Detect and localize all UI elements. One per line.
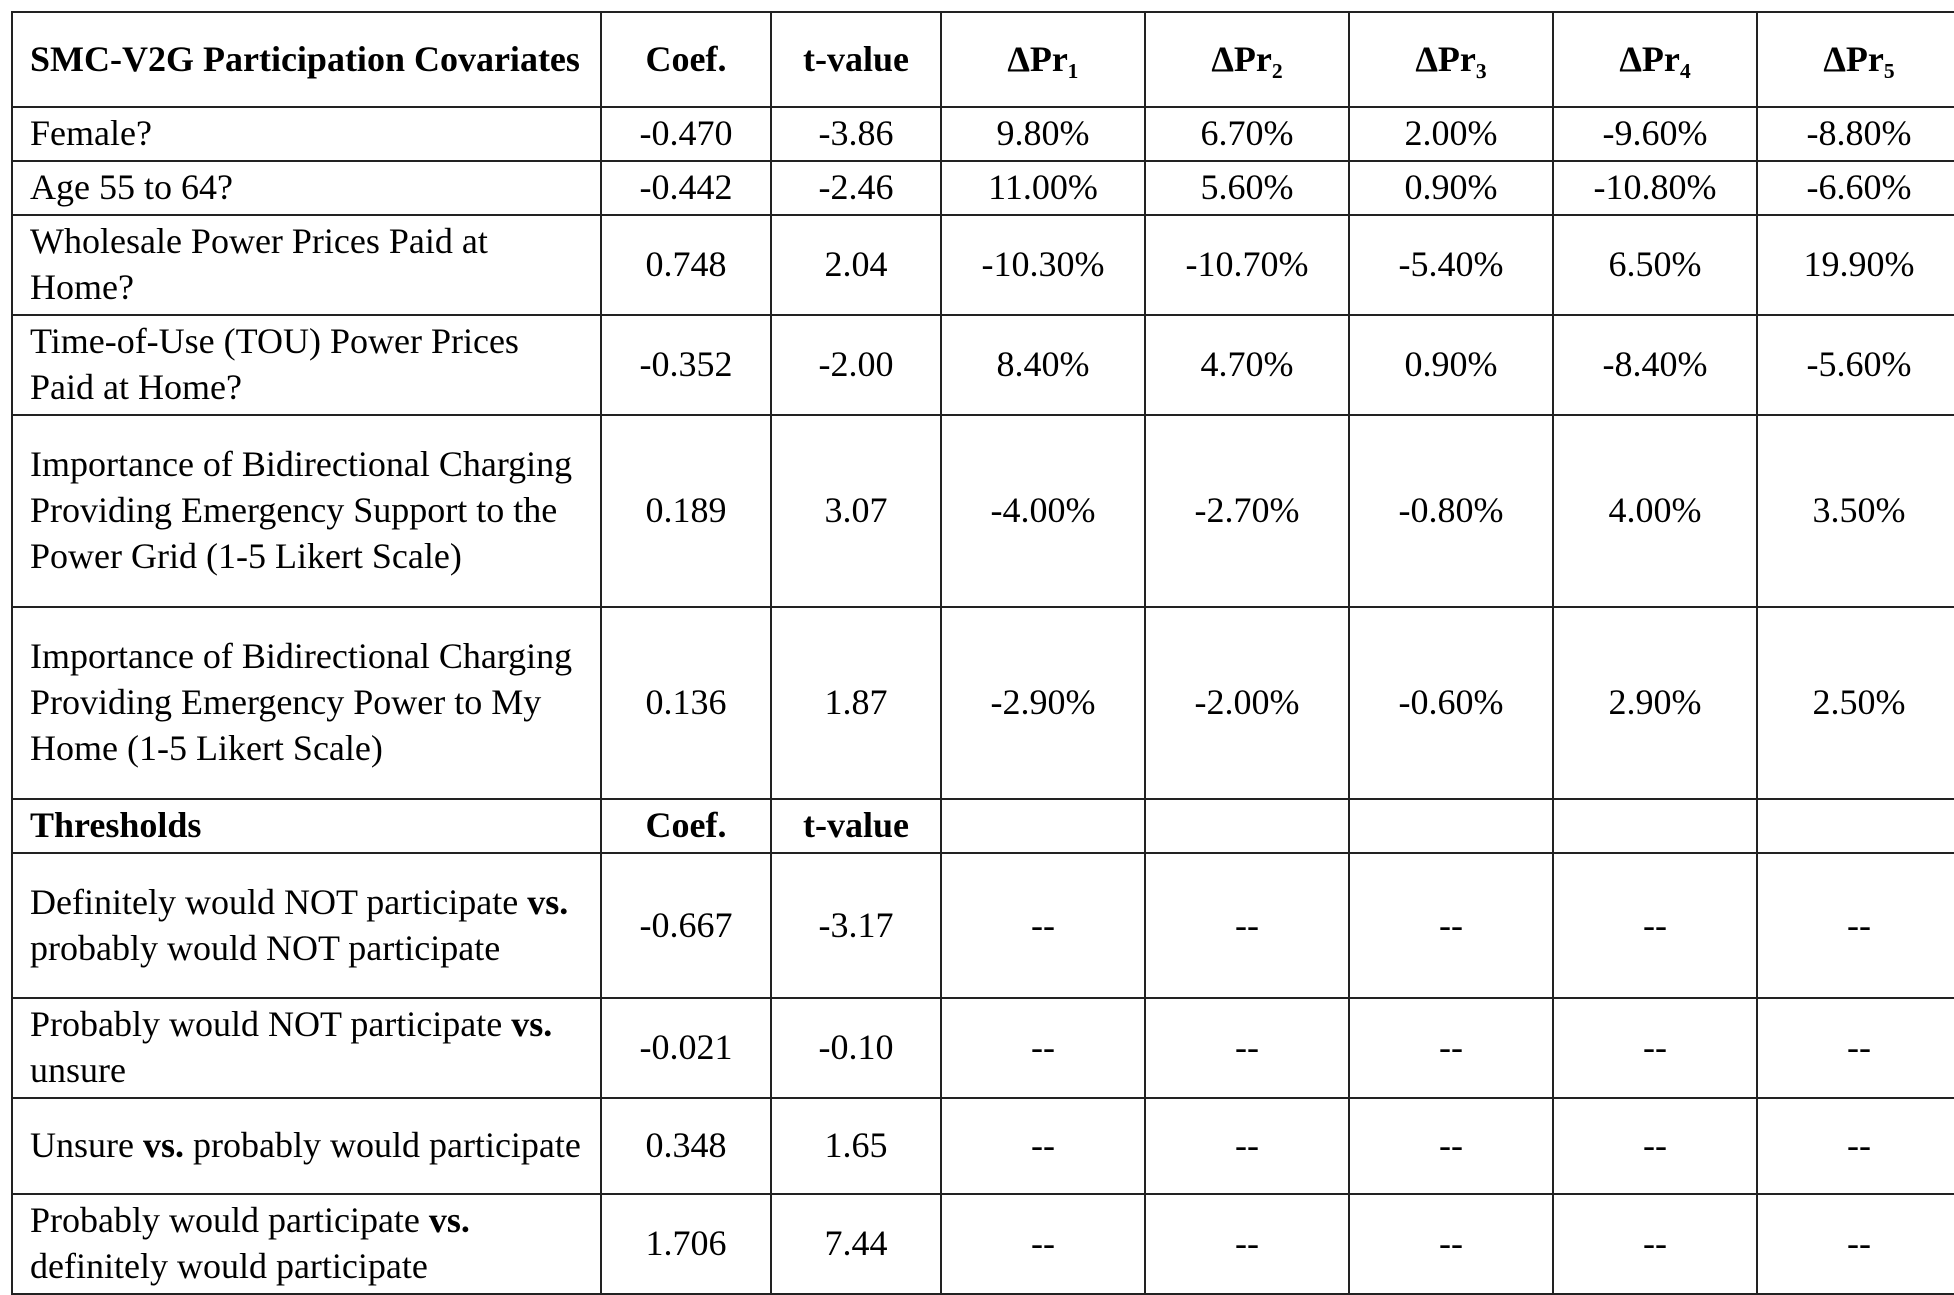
dpr2-cell: 4.70% — [1145, 315, 1349, 415]
threshold-row — [12, 998, 1954, 1098]
dpr5-cell-highlight: 19.90% — [1757, 215, 1954, 315]
table-body — [12, 12, 1954, 1294]
row-label: Wholesale Power Prices Paid at Home? — [12, 215, 601, 315]
table-row — [12, 215, 1954, 315]
table-row — [12, 415, 1954, 607]
dpr2-cell: -- — [1145, 1194, 1349, 1294]
threshold-row — [12, 1098, 1954, 1194]
header-row — [12, 12, 1954, 107]
dpr1-cell: 8.40% — [941, 315, 1145, 415]
threshold-label-pre: Probably would NOT participate — [30, 1004, 512, 1044]
coef-cell: -0.352 — [601, 315, 771, 415]
header-tvalue: t-value — [771, 12, 941, 107]
table-row — [12, 607, 1954, 799]
results-table — [11, 11, 1954, 1295]
dpr2-cell: 5.60% — [1145, 161, 1349, 215]
dpr4-cell: -- — [1553, 1098, 1757, 1194]
dpr1-cell: -- — [941, 853, 1145, 998]
dpr1-cell: 9.80% — [941, 107, 1145, 161]
empty-cell — [1145, 799, 1349, 853]
header-dpr-3: ΔPr₃ — [1349, 12, 1553, 107]
dpr5-cell: -8.80% — [1757, 107, 1954, 161]
vs-label: vs. — [511, 1004, 553, 1044]
table-row — [12, 315, 1954, 415]
dpr3-cell: 0.90% — [1349, 315, 1553, 415]
header-dpr-2: ΔPr₂ — [1145, 12, 1349, 107]
dpr3-cell: 2.00% — [1349, 107, 1553, 161]
table-row — [12, 161, 1954, 215]
thresholds-tvalue-header: t-value — [771, 799, 941, 853]
dpr2-cell: -2.00% — [1145, 607, 1349, 799]
coef-cell: 0.189 — [601, 415, 771, 607]
row-label: Time-of-Use (TOU) Power Prices Paid at Home? — [12, 315, 601, 415]
tvalue-cell: 2.04 — [771, 215, 941, 315]
tvalue-cell: 3.07 — [771, 415, 941, 607]
threshold-label-post: unsure — [30, 1050, 126, 1090]
dpr1-cell: -10.30% — [941, 215, 1145, 315]
empty-cell — [1349, 799, 1553, 853]
threshold-row — [12, 853, 1954, 998]
dpr1-cell: -- — [941, 998, 1145, 1098]
dpr5-cell: -- — [1757, 853, 1954, 998]
header-dpr-1: ΔPr₁ — [941, 12, 1145, 107]
threshold-label — [12, 853, 601, 998]
dpr3-cell: -- — [1349, 1194, 1553, 1294]
empty-cell — [1553, 799, 1757, 853]
threshold-label-post: probably would NOT participate — [30, 927, 501, 968]
dpr4-cell: -- — [1553, 1194, 1757, 1294]
dpr3-cell: -- — [1349, 1098, 1553, 1194]
dpr4-cell: 6.50% — [1553, 215, 1757, 315]
empty-cell — [941, 799, 1145, 853]
tvalue-cell: 7.44 — [771, 1194, 941, 1294]
threshold-label-pre: Unsure — [30, 1125, 143, 1165]
dpr4-cell: 2.90% — [1553, 607, 1757, 799]
tvalue-cell: -0.10 — [771, 998, 941, 1098]
dpr1-cell: -- — [941, 1098, 1145, 1194]
vs-label: vs. — [527, 881, 569, 922]
tvalue-cell: 1.65 — [771, 1098, 941, 1194]
dpr5-cell: -- — [1757, 998, 1954, 1098]
row-label: Importance of Bidirectional Charging Providing Emergency Support to the Power Grid (1-5 Likert Scale) — [12, 415, 601, 607]
dpr5-cell: 3.50% — [1757, 415, 1954, 607]
tvalue-cell: -3.17 — [771, 853, 941, 998]
dpr2-cell: -2.70% — [1145, 415, 1349, 607]
dpr3-cell: -- — [1349, 853, 1553, 998]
dpr2-cell: -- — [1145, 1098, 1349, 1194]
threshold-row — [12, 1194, 1954, 1294]
dpr4-cell: -- — [1553, 853, 1757, 998]
threshold-label-pre: Probably would participate — [30, 1200, 429, 1240]
dpr4-cell: -- — [1553, 998, 1757, 1098]
dpr4-cell: 4.00% — [1553, 415, 1757, 607]
dpr4-cell: -9.60% — [1553, 107, 1757, 161]
tvalue-cell: -2.46 — [771, 161, 941, 215]
coef-cell: 0.136 — [601, 607, 771, 799]
threshold-label-pre: Definitely would NOT participate — [30, 881, 528, 922]
dpr1-cell: 11.00% — [941, 161, 1145, 215]
dpr1-cell: -- — [941, 1194, 1145, 1294]
dpr3-cell: 0.90% — [1349, 161, 1553, 215]
dpr2-cell: -10.70% — [1145, 215, 1349, 315]
threshold-label-post: definitely would participate — [30, 1246, 428, 1286]
dpr4-cell: -10.80% — [1553, 161, 1757, 215]
header-coef: Coef. — [601, 12, 771, 107]
coef-cell: -0.470 — [601, 107, 771, 161]
dpr3-cell: -0.80% — [1349, 415, 1553, 607]
dpr2-cell: 6.70% — [1145, 107, 1349, 161]
threshold-label — [12, 998, 601, 1098]
dpr1-cell: -4.00% — [941, 415, 1145, 607]
dpr3-cell: -5.40% — [1349, 215, 1553, 315]
dpr5-cell: -- — [1757, 1098, 1954, 1194]
coef-cell: 1.706 — [601, 1194, 771, 1294]
coef-cell: 0.348 — [601, 1098, 771, 1194]
dpr2-cell: -- — [1145, 853, 1349, 998]
tvalue-cell: -3.86 — [771, 107, 941, 161]
coef-cell: 0.748 — [601, 215, 771, 315]
dpr4-cell: -8.40% — [1553, 315, 1757, 415]
dpr3-cell: -0.60% — [1349, 607, 1553, 799]
row-label: Age 55 to 64? — [12, 161, 601, 215]
threshold-label — [12, 1098, 601, 1194]
tvalue-cell: 1.87 — [771, 607, 941, 799]
dpr2-cell: -- — [1145, 998, 1349, 1098]
dpr5-cell: -5.60% — [1757, 315, 1954, 415]
thresholds-header-row — [12, 799, 1954, 853]
vs-label: vs. — [428, 1200, 470, 1240]
vs-label: vs. — [142, 1125, 184, 1165]
row-label: Female? — [12, 107, 601, 161]
dpr5-cell: -6.60% — [1757, 161, 1954, 215]
header-dpr-5: ΔPr₅ — [1757, 12, 1954, 107]
dpr5-cell: 2.50% — [1757, 607, 1954, 799]
row-label: Importance of Bidirectional Charging Providing Emergency Power to My Home (1-5 Likert Scale) — [12, 607, 601, 799]
header-dpr-4: ΔPr₄ — [1553, 12, 1757, 107]
header-title: SMC-V2G Participation Covariates — [12, 12, 601, 107]
dpr5-cell: -- — [1757, 1194, 1954, 1294]
table-row — [12, 107, 1954, 161]
coef-cell: -0.442 — [601, 161, 771, 215]
coef-cell: -0.021 — [601, 998, 771, 1098]
thresholds-title: Thresholds — [12, 799, 601, 853]
empty-cell — [1757, 799, 1954, 853]
threshold-label — [12, 1194, 601, 1294]
tvalue-cell: -2.00 — [771, 315, 941, 415]
thresholds-coef-header: Coef. — [601, 799, 771, 853]
dpr3-cell: -- — [1349, 998, 1553, 1098]
dpr1-cell: -2.90% — [941, 607, 1145, 799]
coef-cell: -0.667 — [601, 853, 771, 998]
threshold-label-post: probably would participate — [184, 1125, 581, 1165]
